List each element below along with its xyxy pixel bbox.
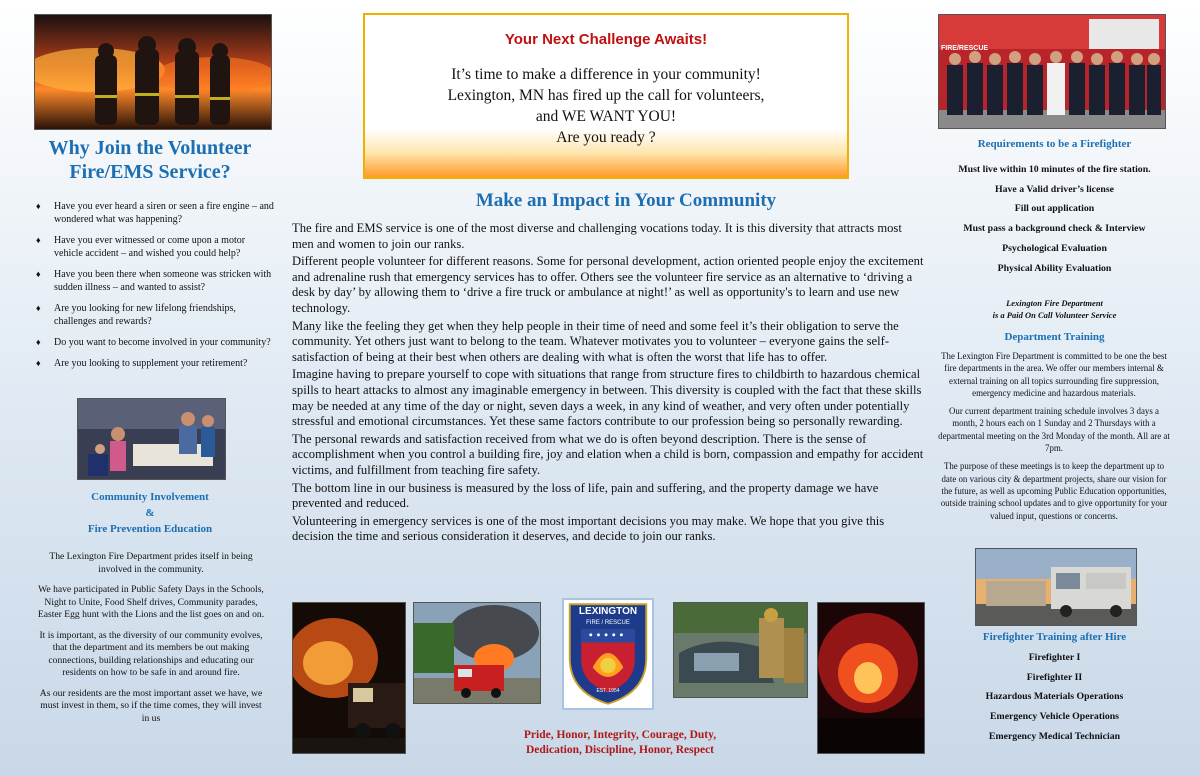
impact-body [292, 221, 924, 547]
list-item: ♦ Have you ever witnessed or come upon a motor vehicle accident – and wished you could help? [36, 235, 246, 259]
requirement-item: Must live within 10 minutes of the fire station. [958, 164, 1151, 175]
logo-name: LEXINGTON [578, 606, 638, 617]
after-hire-item: Emergency Vehicle Operations [990, 711, 1119, 723]
requirements-title: Requirements to be a Firefighter [977, 138, 1132, 150]
diamond-bullet-icon: ♦ [36, 337, 41, 347]
question-list [36, 200, 276, 378]
impact-paragraph: The personal rewards and satisfaction received from what we do is often beyond description. There is the sense of accomplishment when you control a building fire, joy and elation when a child is born, compassion and empathy for accident victims, and fulfillment from teaching fire safety. [292, 431, 924, 477]
paid-note-line2: is a Paid On Call Volunteer Service [992, 310, 1117, 320]
training-paragraph: Our current department training schedule involves 3 days a month, 2 hours each on 1 Sunday and 2 Thursdays with a departmental meeting on the 3rd Monday of the month. All are at 7pm. [938, 406, 1170, 454]
after-hire-item: Firefighter I [1028, 652, 1081, 663]
after-hire-item: Emergency Medical Technician [988, 730, 1121, 742]
after-hire-item: Firefighter II [1026, 671, 1083, 683]
impact-paragraph: The bottom line in our business is measured by the loss of life, pain and suffering, and the property damage we have prevented and reduced. [292, 480, 879, 511]
impact-paragraph: Volunteering in emergency services is one of the most important decisions you may make. We hope that you give this decision the time and serious consideration it deserves, and decide to join our ranks. [292, 513, 885, 544]
impact-paragraph: Different people volunteer for different reasons. Some for personal development, action oriented people enjoy the excitement and adrenaline rush that emergency services has to offer. Others see the volunteer fire service as an alternative to ‘driving a desk by day’ by allowing them to ‘drive a fire truck or ambulance at night!’ as well as opportunity's to learn and use new technology. [292, 254, 924, 315]
after-hire-item: Hazardous Materials Operations [985, 691, 1124, 703]
requirement-item: Must pass a background check & Interview [963, 223, 1146, 235]
list-item: ♦ Are you looking to supplement your retirement? [36, 358, 248, 369]
lexington-logo [562, 598, 654, 710]
requirements-section [932, 138, 1177, 278]
challenge-box [363, 13, 849, 179]
community-title [30, 489, 270, 537]
training-paragraph: The Lexington Fire Department is committed to be one the best fire departments in the area. We offer our members internal & external training on all topics surrounding fire suppression, emergency medicine and hazardous materials. [941, 351, 1167, 398]
community-paragraph: We have participated in Public Safety Days in the Schools, Night to Unite, Food Shelf drives, Community parades, Easter Egg hunt with the Lions and the list goes on and on. [37, 584, 265, 620]
firefighters-photo [34, 14, 272, 130]
impact-title: Make an Impact in Your Community [475, 190, 777, 211]
paid-on-call-note [932, 297, 1177, 321]
station-photo [975, 548, 1137, 626]
requirement-item: Physical Ability Evaluation [997, 262, 1112, 274]
requirement-item: Fill out application [1014, 203, 1095, 215]
burning-building-photo [817, 602, 925, 754]
diamond-bullet-icon: ♦ [36, 303, 41, 313]
impact-paragraph: The fire and EMS service is one of the most diverse and challenging vocations today. It is this diversity that attracts most men and women to join our ranks. [292, 221, 902, 251]
after-hire-list [932, 648, 1177, 747]
list-item: ♦ Are you looking for new lifelong friendships, challenges and rewards? [36, 303, 236, 327]
why-join-title-line1: Why Join the Volunteer [48, 137, 252, 159]
paid-note-line1: Lexington Fire Department [1006, 298, 1103, 308]
impact-paragraph: Many like the feeling they get when they help people in their time of need and some feel it’s their obligation to serve the community. Yet others just want to belong to the team. Whatever motivates you to volunteer – everyone gains the self-satisfaction of being at their best when others are dealing with what is often the worst that life has to offer. [292, 318, 899, 364]
community-paragraph: The Lexington Fire Department prides itself in being involved in the community. [49, 551, 253, 575]
motto-line2: Dedication, Discipline, Honor, Respect [525, 744, 715, 756]
logo-est: EST. 1954 [596, 688, 620, 694]
truck-label: FIRE/RESCUE [941, 45, 989, 52]
challenge-line: Are you ready ? [556, 129, 656, 146]
list-item: ♦ Do you want to become involved in your community? [36, 337, 271, 348]
logo-sub: FIRE / RESCUE [586, 620, 630, 626]
diamond-bullet-icon: ♦ [36, 201, 41, 211]
training-paragraphs [936, 350, 1172, 528]
after-hire-title: Firefighter Training after Hire [982, 631, 1127, 643]
daytime-fire-photo [413, 602, 541, 704]
community-title-amp: & [145, 507, 155, 519]
impact-paragraph: Imagine having to prepare yourself to cope with situations that range from structure fires to childbirth to hazardous chemical spills to heart attacks to almost any imaginable emergency in between. This diversity is coupled with the fact that these skills may be needed at any time of the day or night, seven days a week, in any kind of weather, and very often under potentially stressful and emotional circumstances. Yet these same factors contribute to our profession being so personally rewarding. [292, 367, 922, 429]
training-paragraph: The purpose of these meetings is to keep the department up to date on various city & department projects, share our vision for the future, as well as upcoming Public Education opportunities, outside training school updates and to give opportunity for your valued input, questions or concerns. [940, 461, 1168, 521]
challenge-line: and WE WANT YOU! [535, 108, 677, 125]
motto-line1: Pride, Honor, Integrity, Courage, Duty, [523, 729, 717, 741]
diamond-bullet-icon: ♦ [36, 269, 41, 279]
night-fire-truck-photo [292, 602, 406, 754]
challenge-title: Your Next Challenge Awaits! [504, 31, 708, 48]
requirement-item: Psychological Evaluation [1002, 242, 1107, 254]
community-paragraph: It is important, as the diversity of our community evolves, that the department and its members be out making connections, building relationships and educating our residents on how to be safe in and around fire. [39, 629, 263, 678]
community-paragraphs [36, 551, 266, 733]
community-event-photo [77, 398, 226, 480]
crew-photo [938, 14, 1166, 129]
challenge-line: Lexington, MN has fired up the call for volunteers, [447, 87, 765, 104]
list-item: ♦ Have you ever heard a siren or seen a fire engine – and wondered what was happening? [36, 201, 274, 225]
community-title-line2: Fire Prevention Education [87, 523, 213, 535]
community-paragraph: As our residents are the most important asset we have, we must invest in them, so if the time comes, they will invest in us [39, 687, 263, 724]
why-join-title [30, 136, 270, 184]
requirement-item: Have a Valid driver’s license [994, 183, 1114, 195]
motto [470, 728, 770, 758]
training-title: Department Training [1004, 331, 1105, 343]
why-join-title-line2: Fire/EMS Service? [69, 161, 231, 183]
challenge-line: It’s time to make a difference in your community! [451, 66, 761, 83]
list-item: ♦ Have you been there when someone was stricken with sudden illness – and wanted to assist? [36, 269, 272, 293]
vehicle-extrication-photo [673, 602, 808, 698]
diamond-bullet-icon: ♦ [36, 358, 41, 368]
diamond-bullet-icon: ♦ [36, 235, 41, 245]
community-title-line1: Community Involvement [91, 491, 209, 503]
left-column [0, 0, 290, 776]
